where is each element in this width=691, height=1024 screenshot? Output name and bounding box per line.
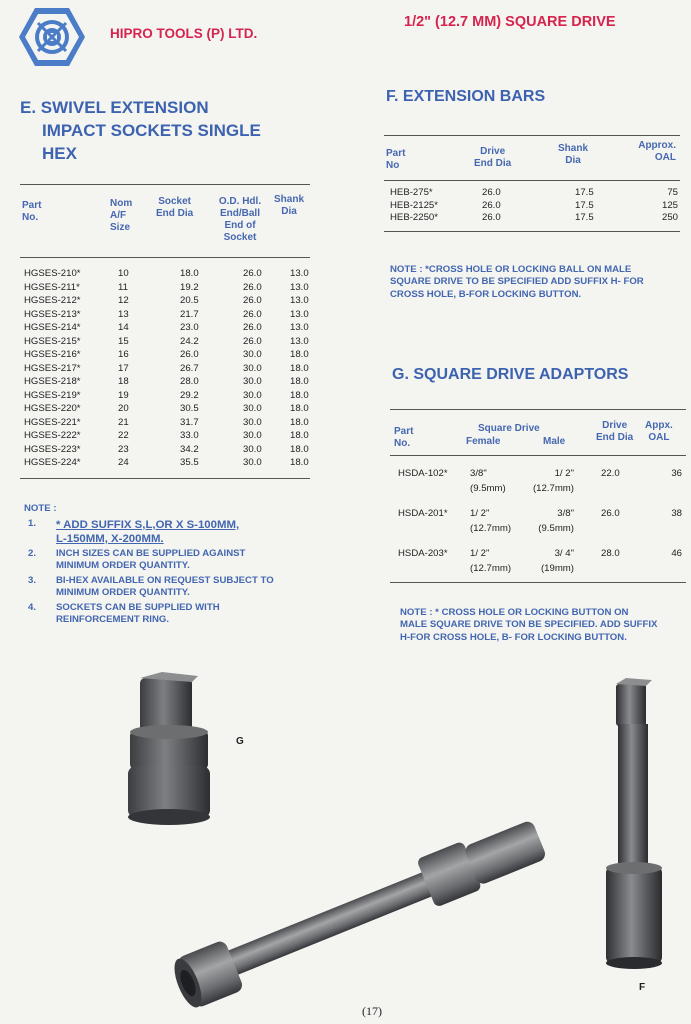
e-header-shank-l1: Shank bbox=[274, 194, 305, 205]
g-header-oal-l2: OAL bbox=[648, 432, 670, 443]
g-table-cell-part bbox=[398, 546, 448, 561]
section-e-title-line2: IMPACT SOCKETS SINGLE bbox=[42, 121, 261, 140]
g-cell-line: HSDA-203* bbox=[398, 548, 448, 559]
g-cell-line: (9.5mm) bbox=[470, 483, 506, 494]
e-column-socket bbox=[180, 267, 199, 470]
note-number: 3. bbox=[28, 574, 37, 586]
e-table-cell: 30.0 bbox=[243, 443, 262, 455]
swivel-socket-photo bbox=[160, 808, 550, 1008]
e-table-cell: 30.0 bbox=[243, 362, 262, 374]
section-e-notes bbox=[24, 518, 324, 628]
page-heading: 1/2" (12.7 MM) SQUARE DRIVE bbox=[404, 14, 616, 30]
f-header-oal-l1: Approx. bbox=[638, 140, 676, 151]
e-table-cell: 19.2 bbox=[180, 281, 199, 293]
f-table-cell: 250 bbox=[661, 212, 678, 223]
e-header-socket-l2: End Dia bbox=[156, 208, 194, 219]
g-table-cell-male bbox=[524, 466, 574, 496]
g-cell-line: (12.7mm) bbox=[470, 523, 512, 534]
e-header-nom bbox=[110, 198, 132, 234]
f-table-cell: 17.5 bbox=[575, 212, 594, 223]
g-header-part bbox=[394, 426, 413, 450]
section-f-header-rule bbox=[384, 180, 680, 181]
e-table-cell: 18.0 bbox=[290, 349, 309, 360]
section-e-title-line1: E. SWIVEL EXTENSION bbox=[20, 98, 209, 117]
e-header-part bbox=[22, 200, 41, 224]
g-cell-line: 1/ 2" bbox=[470, 548, 490, 559]
g-table-cell-oal bbox=[650, 466, 682, 481]
note-item bbox=[24, 602, 324, 627]
e-table-cell: 24.2 bbox=[180, 335, 199, 347]
e-table-cell: 18.0 bbox=[290, 457, 309, 468]
f-column-oal bbox=[640, 187, 678, 225]
e-table-cell: 13.0 bbox=[290, 308, 309, 320]
section-f-title: F. EXTENSION BARS bbox=[386, 88, 546, 105]
note-line: L-150MM, X-200MM. bbox=[56, 533, 164, 545]
e-header-part-l2: No. bbox=[22, 212, 39, 223]
g-table-cell-female bbox=[470, 546, 511, 576]
g-cell-line: 46 bbox=[671, 548, 682, 559]
e-table-cell: 13 bbox=[118, 308, 129, 320]
note-item bbox=[24, 575, 324, 600]
g-table-cell-oal bbox=[650, 546, 682, 561]
e-header-nom-l1: Nom bbox=[110, 198, 133, 209]
g-cell-line: 3/ 4" bbox=[554, 548, 574, 559]
e-table-cell: 18.0 bbox=[290, 403, 309, 414]
e-table-cell: 30.0 bbox=[243, 457, 262, 468]
g-header-oal bbox=[645, 420, 673, 444]
e-table-cell: 26.0 bbox=[243, 322, 262, 333]
section-g-top-rule bbox=[390, 409, 686, 410]
page-number: (17) bbox=[362, 1004, 382, 1018]
section-e-note-label: NOTE : bbox=[24, 503, 57, 514]
f-table-cell: 17.5 bbox=[575, 187, 594, 198]
f-table-cell: HEB-2125* bbox=[390, 199, 438, 211]
e-table-cell: 18 bbox=[118, 376, 129, 387]
section-e-bottom-rule bbox=[20, 478, 310, 479]
e-column-nom bbox=[118, 267, 129, 470]
note-number: 4. bbox=[28, 601, 37, 613]
e-table-cell: 12 bbox=[118, 295, 129, 306]
g-cell-line: (19mm) bbox=[540, 563, 574, 574]
e-table-cell: 10 bbox=[118, 268, 129, 279]
f-table-cell: HEB-275* bbox=[390, 187, 433, 198]
section-e-header-rule bbox=[20, 257, 310, 258]
e-table-cell: 26.0 bbox=[243, 268, 262, 279]
e-column-part bbox=[24, 267, 81, 470]
e-table-cell: 13.0 bbox=[290, 322, 309, 333]
e-table-cell: HGSES-214* bbox=[24, 322, 81, 333]
e-table-cell: HGSES-216* bbox=[24, 349, 81, 360]
e-header-nom-l3: Size bbox=[110, 222, 131, 233]
e-table-cell: 30.0 bbox=[243, 430, 262, 441]
section-e-top-rule bbox=[20, 184, 310, 185]
e-table-cell: HGSES-223* bbox=[24, 443, 81, 455]
g-cell-line: 3/8" bbox=[557, 508, 574, 519]
e-header-od-l1: O.D. Hdl. bbox=[218, 196, 262, 207]
e-table-cell: 14 bbox=[118, 322, 129, 333]
e-table-cell: HGSES-221* bbox=[24, 416, 81, 428]
e-table-cell: 23 bbox=[118, 443, 129, 455]
f-table-cell: 125 bbox=[661, 199, 678, 211]
e-table-cell: 18.0 bbox=[290, 389, 309, 401]
g-cell-line: HSDA-102* bbox=[398, 468, 448, 479]
section-f-bottom-rule bbox=[384, 231, 680, 232]
e-table-cell: 13.0 bbox=[290, 281, 309, 293]
company-logo bbox=[18, 6, 86, 68]
g-cell-line: 1/ 2" bbox=[554, 468, 574, 479]
e-table-cell: 18.0 bbox=[290, 416, 309, 428]
g-header-male: Male bbox=[543, 436, 566, 447]
section-g-bottom-rule bbox=[390, 582, 686, 583]
section-e-title bbox=[20, 96, 261, 165]
note-item bbox=[24, 548, 324, 573]
e-table-cell: HGSES-210* bbox=[24, 268, 81, 279]
e-table-cell: HGSES-224* bbox=[24, 457, 81, 468]
e-table-cell: 24 bbox=[118, 457, 129, 468]
e-table-cell: 23.0 bbox=[180, 322, 199, 333]
section-f-note bbox=[390, 264, 686, 301]
e-table-cell: 13.0 bbox=[290, 335, 309, 347]
e-table-cell: 18.0 bbox=[290, 376, 309, 387]
e-table-cell: HGSES-219* bbox=[24, 389, 81, 401]
note-line: MINIMUM ORDER QUANTITY. bbox=[56, 560, 190, 572]
note-line: NOTE : * CROSS HOLE OR LOCKING BUTTON ON bbox=[400, 607, 629, 618]
e-table-cell: 30.0 bbox=[243, 349, 262, 360]
g-table-cell-female bbox=[470, 506, 511, 536]
f-header-drive bbox=[474, 146, 511, 170]
g-header-oal-l1: Appx. bbox=[645, 420, 673, 431]
e-table-cell: 17 bbox=[118, 362, 129, 374]
e-header-od-l4: Socket bbox=[223, 232, 257, 243]
f-header-drive-l1: Drive bbox=[480, 146, 506, 157]
e-header-od bbox=[214, 196, 266, 244]
g-cell-line: 38 bbox=[671, 508, 682, 519]
f-table-cell: 26.0 bbox=[482, 199, 501, 211]
e-table-cell: 26.0 bbox=[243, 308, 262, 320]
note-line: BI-HEX AVAILABLE ON REQUEST SUBJECT TO bbox=[56, 574, 274, 586]
f-header-drive-l2: End Dia bbox=[474, 158, 512, 169]
e-table-cell: HGSES-213* bbox=[24, 308, 81, 320]
note-line: SOCKETS CAN BE SUPPLIED WITH bbox=[56, 601, 220, 613]
e-header-shank-l2: Dia bbox=[281, 206, 297, 217]
e-header-socket bbox=[156, 196, 193, 220]
g-header-female: Female bbox=[466, 436, 501, 447]
e-table-cell: 20.5 bbox=[180, 295, 199, 306]
e-header-part-l1: Part bbox=[22, 200, 42, 211]
e-column-shank bbox=[290, 267, 309, 470]
e-table-cell: 13.0 bbox=[290, 295, 309, 306]
e-table-cell: 31.7 bbox=[180, 416, 199, 428]
f-header-oal bbox=[628, 140, 676, 164]
f-header-oal-l2: OAL bbox=[654, 152, 676, 163]
g-table-cell-drive bbox=[601, 546, 620, 561]
section-g-header-rule bbox=[390, 455, 686, 456]
e-table-cell: 21 bbox=[118, 416, 129, 428]
note-line: H-FOR CROSS HOLE, B- FOR LOCKING BUTTON. bbox=[400, 631, 627, 643]
e-table-cell: HGSES-215* bbox=[24, 335, 81, 347]
e-table-cell: 20 bbox=[118, 403, 129, 414]
g-table-cell-male bbox=[524, 546, 574, 576]
f-column-part bbox=[390, 187, 438, 225]
g-table-cell-part bbox=[398, 466, 448, 481]
g-header-part-l1: Part bbox=[394, 426, 414, 437]
e-table-cell: 15 bbox=[118, 335, 129, 347]
note-line: INCH SIZES CAN BE SUPPLIED AGAINST bbox=[56, 548, 246, 559]
e-table-cell: 30.5 bbox=[180, 403, 199, 414]
f-table-cell: HEB-2250* bbox=[390, 212, 438, 223]
e-table-cell: HGSES-217* bbox=[24, 362, 81, 374]
section-f-top-rule bbox=[384, 135, 680, 136]
e-table-cell: 19 bbox=[118, 389, 129, 401]
note-line: REINFORCEMENT RING. bbox=[56, 614, 169, 626]
e-table-cell: 30.0 bbox=[243, 376, 262, 387]
f-table-cell: 75 bbox=[667, 187, 678, 198]
f-header-part-l1: Part bbox=[386, 148, 406, 159]
f-header-shank bbox=[558, 143, 588, 167]
e-table-cell: HGSES-211* bbox=[24, 281, 80, 293]
g-cell-line: (9.5mm) bbox=[538, 523, 574, 534]
e-table-cell: HGSES-212* bbox=[24, 295, 81, 306]
g-cell-line: 1/ 2" bbox=[470, 508, 490, 519]
f-header-shank-l2: Dia bbox=[565, 155, 581, 166]
g-cell-line: 26.0 bbox=[601, 508, 620, 519]
e-table-cell: 18.0 bbox=[290, 430, 309, 441]
figure-label-g: G bbox=[236, 736, 244, 747]
e-table-cell: 26.7 bbox=[180, 362, 199, 374]
f-header-part-l2: No bbox=[386, 160, 400, 171]
g-table-cell-female bbox=[470, 466, 506, 496]
section-g-note bbox=[400, 607, 691, 644]
e-table-cell: 26.0 bbox=[243, 335, 262, 347]
g-cell-line: 36 bbox=[671, 468, 682, 479]
figure-label-f: F bbox=[639, 982, 646, 993]
g-cell-line: 28.0 bbox=[601, 548, 620, 559]
note-line: CROSS HOLE, B-FOR LOCKING BUTTON. bbox=[390, 288, 582, 300]
g-cell-line: 22.0 bbox=[601, 468, 620, 479]
e-table-cell: 11 bbox=[118, 281, 128, 293]
note-line: * ADD SUFFIX S,L,OR X S-100MM, bbox=[56, 519, 240, 531]
g-table-cell-part bbox=[398, 506, 448, 521]
note-line: SQUARE DRIVE TO BE SPECIFIED ADD SUFFIX H- FOR bbox=[390, 276, 644, 288]
extension-bar-photo bbox=[598, 676, 678, 976]
note-line: MALE SQUARE DRIVE TON BE SPECIFIED. ADD SUFFIX bbox=[400, 619, 658, 631]
e-table-cell: 18.0 bbox=[180, 268, 199, 279]
g-cell-line: (12.7mm) bbox=[532, 483, 574, 494]
g-cell-line: HSDA-201* bbox=[398, 508, 448, 519]
e-table-cell: 34.2 bbox=[180, 443, 199, 455]
e-table-cell: 33.0 bbox=[180, 430, 199, 441]
e-table-cell: 21.7 bbox=[180, 308, 199, 320]
e-table-cell: 26.0 bbox=[243, 281, 262, 293]
e-table-cell: 30.0 bbox=[243, 403, 262, 414]
note-number: 2. bbox=[28, 548, 37, 559]
e-table-cell: 18.0 bbox=[290, 362, 309, 374]
g-header-drive-l1: Drive bbox=[602, 420, 628, 431]
e-table-cell: HGSES-222* bbox=[24, 430, 81, 441]
e-table-cell: 26.0 bbox=[180, 349, 199, 360]
g-table-cell-oal bbox=[650, 506, 682, 521]
note-line: NOTE : *CROSS HOLE OR LOCKING BALL ON MALE bbox=[390, 264, 632, 275]
g-cell-line: 3/8" bbox=[470, 468, 487, 479]
f-column-drive bbox=[482, 187, 501, 225]
e-column-od bbox=[243, 267, 262, 470]
e-table-cell: 28.0 bbox=[180, 376, 199, 387]
e-table-cell: 16 bbox=[118, 349, 129, 360]
e-table-cell: 29.2 bbox=[180, 389, 199, 401]
section-g-title: G. SQUARE DRIVE ADAPTORS bbox=[392, 366, 629, 383]
e-header-od-l2: End/Ball bbox=[219, 208, 260, 219]
f-header-shank-l1: Shank bbox=[558, 143, 589, 154]
f-header-part bbox=[386, 148, 405, 172]
e-table-cell: 30.0 bbox=[243, 416, 262, 428]
g-table-cell-drive bbox=[601, 466, 620, 481]
e-table-cell: 30.0 bbox=[243, 389, 262, 401]
e-header-nom-l2: A/F bbox=[110, 210, 127, 221]
f-table-cell: 26.0 bbox=[482, 187, 501, 198]
section-e-title-line3: HEX bbox=[42, 144, 77, 163]
g-header-drive bbox=[596, 420, 633, 444]
g-table-cell-male bbox=[524, 506, 574, 536]
e-header-od-l3: End of bbox=[224, 220, 256, 231]
g-header-part-l2: No. bbox=[394, 438, 411, 449]
f-table-cell: 17.5 bbox=[575, 199, 594, 211]
company-name: HIPRO TOOLS (P) LTD. bbox=[110, 26, 258, 41]
e-table-cell: 26.0 bbox=[243, 295, 262, 306]
g-table-cell-drive bbox=[601, 506, 620, 521]
g-cell-line: (12.7mm) bbox=[470, 563, 512, 574]
f-column-shank bbox=[575, 187, 594, 225]
e-table-cell: 35.5 bbox=[180, 457, 199, 468]
e-header-shank bbox=[274, 194, 304, 218]
e-table-cell: 13.0 bbox=[290, 268, 309, 279]
g-header-square-drive: Square Drive bbox=[478, 423, 540, 434]
note-item bbox=[24, 518, 324, 546]
e-header-socket-l1: Socket bbox=[158, 196, 192, 207]
g-header-drive-l2: End Dia bbox=[596, 432, 634, 443]
e-table-cell: HGSES-218* bbox=[24, 376, 81, 387]
e-table-cell: 22 bbox=[118, 430, 129, 441]
e-table-cell: HGSES-220* bbox=[24, 403, 81, 414]
f-table-cell: 26.0 bbox=[482, 212, 501, 223]
note-number: 1. bbox=[28, 518, 37, 529]
e-table-cell: 18.0 bbox=[290, 443, 309, 455]
note-line: MINIMUM ORDER QUANTITY. bbox=[56, 587, 190, 599]
